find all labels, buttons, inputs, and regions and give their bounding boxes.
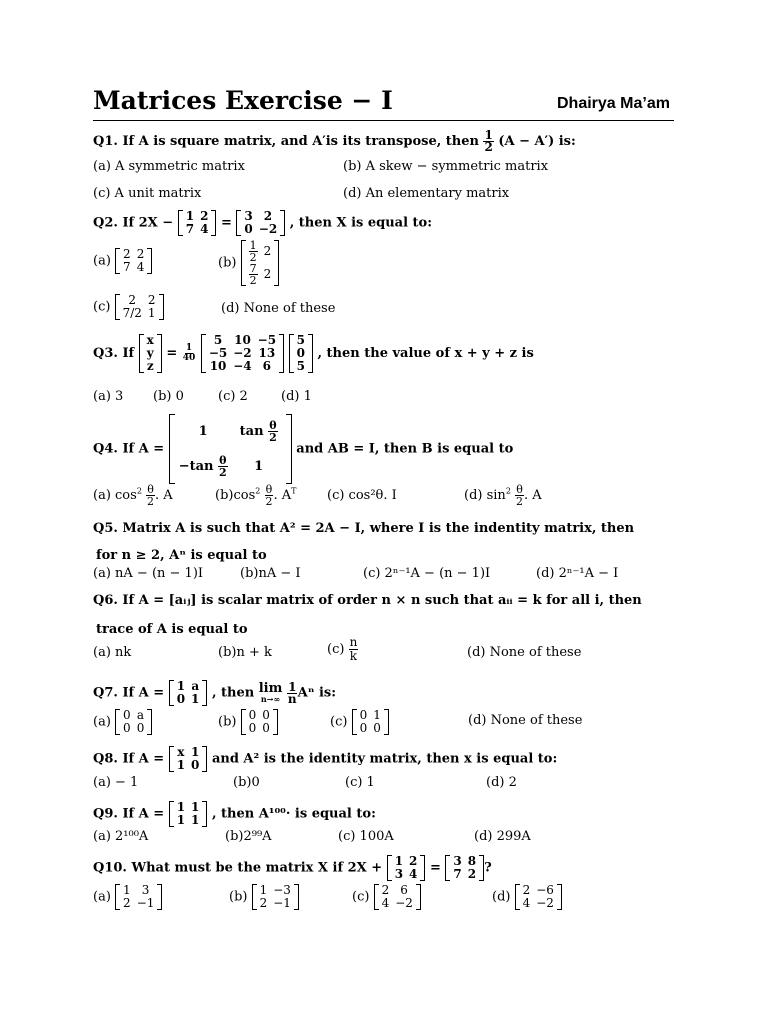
q1-text: If A is square matrix, and A′is its transpose, then bbox=[122, 134, 479, 149]
matrix-cell: −1 bbox=[136, 896, 155, 910]
q7-option-c: (c) 0 1 0 0 bbox=[330, 709, 389, 735]
matrix-cell: 2 bbox=[128, 293, 137, 307]
q4-option-d: (d) $\sin^2$ $\frac{\theta}{2}$ . A bbox=[464, 483, 542, 508]
matrix-cell: 1 bbox=[176, 758, 186, 772]
matrix-cell: 1 bbox=[176, 679, 186, 693]
matrix-cell: 1 bbox=[394, 854, 404, 868]
matrix-cell: 8 bbox=[467, 854, 477, 868]
matrix-cell: 4 bbox=[409, 867, 418, 881]
matrix-cell: 7 bbox=[123, 260, 131, 274]
q6-option-d: (d) None of these bbox=[467, 645, 582, 660]
matrix-cell: 2 bbox=[381, 883, 390, 897]
matrix-cell: −4 bbox=[233, 359, 252, 373]
q1-option-c: (c) A unit matrix bbox=[93, 186, 202, 201]
matrix-cell: 2 bbox=[147, 293, 156, 307]
q1-option-d: (d) An elementary matrix bbox=[343, 186, 510, 201]
matrix-cell: 1 bbox=[147, 306, 156, 320]
q7-option-b: (b) 0 0 0 0 bbox=[218, 709, 278, 735]
matrix-cell: 1 bbox=[191, 745, 200, 759]
author-name: Dhairya Ma’am bbox=[557, 95, 670, 112]
q9-option-a: (a) 2¹⁰⁰A bbox=[93, 829, 149, 844]
matrix-cell: 2 bbox=[200, 209, 209, 223]
q3-fraction: $\frac{1}{40}$ bbox=[182, 343, 196, 363]
matrix-cell: 13 bbox=[258, 346, 276, 360]
matrix-cell: 1 bbox=[176, 813, 186, 827]
matrix-cell: −2 bbox=[395, 896, 413, 910]
q2-option-b-matrix: $\frac{1}{2}$ 2 $\frac{7}{2}$ 2 bbox=[241, 240, 280, 286]
matrix-cell: 3 bbox=[453, 854, 462, 868]
q5-option-b: (b)nA − I bbox=[240, 566, 301, 581]
matrix-cell: 0 bbox=[244, 222, 253, 236]
matrix-cell: a bbox=[191, 679, 200, 693]
q2-option-c: (c) 2 2 7/2 1 bbox=[93, 294, 164, 320]
matrix-cell: 2 bbox=[136, 247, 145, 261]
q7-option-b-matrix bbox=[241, 709, 278, 735]
matrix-cell: 5 bbox=[213, 333, 223, 347]
matrix-cell: −2 bbox=[258, 222, 278, 236]
q10-matrix-2 bbox=[445, 855, 484, 881]
q8-option-b: (b)0 bbox=[233, 775, 260, 790]
q5-option-d: (d) 2ⁿ⁻¹A − I bbox=[536, 566, 619, 581]
matrix-cell: 4 bbox=[522, 896, 531, 910]
question-8: Q8. If A = x 1 1 0 and A² is the identity matrix, then x is equal to: bbox=[93, 745, 558, 772]
matrix-cell: 5 bbox=[296, 333, 305, 347]
matrix-cell: −3 bbox=[273, 883, 291, 897]
q1-fraction: $\frac{1}{2}$ bbox=[484, 128, 493, 154]
question-9: Q9. If A = 1 1 1 1 , then A¹⁰⁰· is equal to: bbox=[93, 800, 376, 827]
q9-option-d: (d) 299A bbox=[474, 829, 531, 844]
q2-option-a-matrix bbox=[115, 248, 152, 274]
matrix-cell: −1 bbox=[273, 896, 291, 910]
q4-option-b: $(b)\cos^2$ $\frac{\theta}{2}$ . $A^T$ bbox=[215, 483, 297, 508]
matrix-cell: 1 bbox=[259, 883, 268, 897]
q7-option-d: (d) None of these bbox=[468, 713, 583, 728]
matrix-cell: 7/2 bbox=[122, 306, 142, 320]
matrix-cell: 2 bbox=[123, 896, 131, 910]
q9-option-c: (c) 100A bbox=[338, 829, 394, 844]
q8-option-c: (c) 1 bbox=[345, 775, 375, 790]
q6-option-c: (c) $\frac{n}{k}$ bbox=[327, 635, 358, 663]
q3-vector-xyz bbox=[139, 334, 162, 373]
q3-option-c: (c) 2 bbox=[218, 389, 248, 404]
matrix-cell: z bbox=[146, 359, 154, 373]
q1-text-end: (A − A′) is: bbox=[498, 134, 576, 149]
matrix-cell: 3 bbox=[141, 883, 150, 897]
matrix-cell: 1 bbox=[191, 813, 200, 827]
q10-option-a: (a) 1 3 2 −1 bbox=[93, 884, 162, 910]
q10-option-d-matrix bbox=[515, 884, 562, 910]
matrix-cell: 6 bbox=[400, 883, 408, 897]
matrix-cell: 1 bbox=[185, 209, 195, 223]
q7-option-a-matrix bbox=[115, 709, 152, 735]
q2-option-d: (d) None of these bbox=[221, 301, 336, 316]
q5-line-1: Q5. Matrix A is such that A² = 2A − I, where I is the indentity matrix, then bbox=[93, 521, 635, 536]
q5-option-c: (c) 2ⁿ⁻¹A − (n − 1)I bbox=[363, 566, 491, 581]
q10-matrix-1 bbox=[387, 855, 426, 881]
matrix-cell: 5 bbox=[296, 359, 305, 373]
q4-option-a: (a) $\cos^2$ $\frac{\theta}{2}$ . A bbox=[93, 483, 173, 508]
q6-line-2: trace of A is equal to bbox=[96, 622, 248, 637]
q10-option-b: (b) 1 −3 2 −1 bbox=[229, 884, 299, 910]
q7-matrix bbox=[169, 680, 208, 706]
q1-option-b: (b) A skew − symmetric matrix bbox=[343, 159, 549, 174]
q6-option-a: (a) nk bbox=[93, 645, 132, 660]
q7-limit: lim n→∞ bbox=[258, 681, 283, 704]
q7-option-c-matrix bbox=[352, 709, 389, 735]
matrix-cell: 2 bbox=[123, 247, 131, 261]
matrix-cell: 7 bbox=[185, 222, 195, 236]
matrix-cell: 0 bbox=[176, 692, 186, 706]
q10-option-b-matrix bbox=[252, 884, 299, 910]
matrix-cell: 10 bbox=[209, 359, 227, 373]
question-7: Q7. If A = 1 a 0 1 , then lim n→∞ $\frac{1}{n}$ Aⁿ is: bbox=[93, 679, 337, 706]
matrix-cell: 0 bbox=[191, 758, 200, 772]
matrix-cell: x bbox=[146, 333, 154, 347]
matrix-cell: 0 bbox=[296, 346, 305, 360]
question-4: Q4. If A = 1 tan $\frac{\theta}{2}$ −tan $\frac{\theta}{2}$ 1 and AB = I, then B is equal to bbox=[93, 414, 513, 484]
matrix-cell: 1 bbox=[123, 883, 131, 897]
matrix-cell: −5 bbox=[257, 333, 277, 347]
matrix-cell: 3 bbox=[394, 867, 404, 881]
q8-option-d: (d) 2 bbox=[486, 775, 517, 790]
matrix-cell: 2 bbox=[522, 883, 531, 897]
matrix-cell: 0 bbox=[373, 721, 381, 735]
q9-matrix bbox=[169, 801, 208, 827]
matrix-cell: −2 bbox=[233, 346, 252, 360]
q2-option-b: (b) $\frac{1}{2}$ 2 $\frac{7}{2}$ 2 bbox=[218, 240, 279, 286]
q4-option-c: (c) cos²θ. I bbox=[327, 488, 397, 503]
q2-option-a: (a) 2 2 7 4 bbox=[93, 248, 152, 274]
q1-option-a: (a) A symmetric matrix bbox=[93, 159, 245, 174]
q9-option-b: (b)2⁹⁹A bbox=[225, 829, 272, 844]
matrix-cell: 1 bbox=[373, 708, 381, 722]
matrix-cell: a bbox=[136, 708, 145, 722]
matrix-cell: 1 bbox=[176, 800, 186, 814]
q5-option-a: (a) nA − (n − 1)I bbox=[93, 566, 204, 581]
q6-option-b: (b)n + k bbox=[218, 645, 272, 660]
q3-option-b: (b) 0 bbox=[153, 389, 184, 404]
q2-matrix-2 bbox=[236, 210, 285, 236]
matrix-cell: 6 bbox=[262, 359, 272, 373]
matrix-cell: 7 bbox=[453, 867, 462, 881]
matrix-cell: 2 bbox=[259, 896, 268, 910]
matrix-cell: 2 bbox=[263, 209, 273, 223]
q10-option-d: (d) 2 −6 4 −2 bbox=[492, 884, 562, 910]
matrix-cell: 2 bbox=[409, 854, 418, 868]
q2-matrix-1 bbox=[178, 210, 217, 236]
matrix-cell: 0 bbox=[123, 708, 131, 722]
q8-option-a: (a) − 1 bbox=[93, 775, 139, 790]
matrix-cell: 1 bbox=[191, 692, 200, 706]
matrix-cell: 3 bbox=[244, 209, 253, 223]
matrix-cell: 0 bbox=[359, 708, 368, 722]
matrix-cell: 4 bbox=[381, 896, 390, 910]
q3-matrix bbox=[201, 334, 284, 373]
q2-option-c-matrix bbox=[115, 294, 164, 320]
matrix-cell: −2 bbox=[536, 896, 554, 910]
matrix-cell: 4 bbox=[200, 222, 209, 236]
matrix-cell: 2 bbox=[467, 867, 477, 881]
q3-vector bbox=[289, 334, 313, 373]
q1-label: Q1. bbox=[93, 134, 118, 149]
matrix-cell: 0 bbox=[136, 721, 145, 735]
q7-option-a: (a) 0 a 0 0 bbox=[93, 709, 152, 735]
question-10: Q10. What must be the matrix X if 2X + 1 2 3 4 = 3 8 7 2 ? bbox=[93, 854, 492, 881]
matrix-cell: −5 bbox=[208, 346, 228, 360]
q10-option-c-matrix bbox=[374, 884, 421, 910]
matrix-cell: 0 bbox=[248, 708, 257, 722]
q5-line-2: for n ≥ 2, Aⁿ is equal to bbox=[96, 548, 267, 563]
matrix-cell: 0 bbox=[262, 721, 270, 735]
q10-option-a-matrix bbox=[115, 884, 162, 910]
matrix-cell: 1 bbox=[191, 800, 200, 814]
q6-line-1: Q6. If A = [aᵢⱼ] is scalar matrix of order n × n such that aᵢᵢ = k for all i, then bbox=[93, 593, 642, 608]
matrix-cell: 0 bbox=[248, 721, 257, 735]
matrix-cell: 4 bbox=[136, 260, 145, 274]
title-underline bbox=[93, 120, 674, 121]
q4-matrix: 1 tan $\frac{\theta}{2}$ −tan $\frac{\theta}{2}$ 1 bbox=[169, 414, 292, 484]
matrix-cell: x bbox=[177, 745, 185, 759]
q3-option-d: (d) 1 bbox=[281, 389, 312, 404]
matrix-cell: y bbox=[146, 346, 154, 360]
question-1 bbox=[93, 130, 576, 153]
page-title: Matrices Exercise − I bbox=[93, 86, 393, 115]
matrix-cell: 0 bbox=[262, 708, 270, 722]
matrix-cell: 0 bbox=[359, 721, 368, 735]
question-2: Q2. If 2X − 1 2 7 4 = 3 2 0 −2 , then X is equal to: bbox=[93, 209, 433, 236]
question-3: Q3. If x y z = $\frac{1}{40}$ 5 10 −5 −5 −2 13 10 −4 6 5 0 5 , then the value of x + y + z is bbox=[93, 333, 534, 373]
q8-matrix bbox=[169, 746, 208, 772]
matrix-cell: 10 bbox=[234, 333, 251, 347]
matrix-cell: 0 bbox=[123, 721, 131, 735]
matrix-cell: −6 bbox=[536, 883, 554, 897]
q3-option-a: (a) 3 bbox=[93, 389, 124, 404]
q10-option-c: (c) 2 6 4 −2 bbox=[352, 884, 421, 910]
